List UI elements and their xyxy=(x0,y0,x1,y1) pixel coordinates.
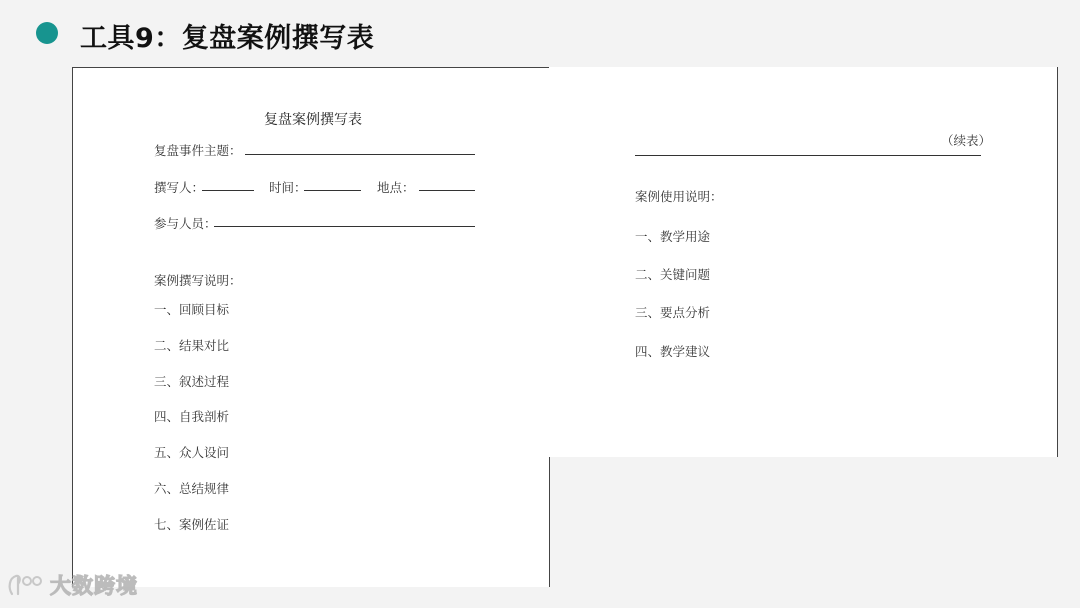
theme-blank-line xyxy=(245,154,475,155)
title-bullet-icon xyxy=(36,22,58,44)
list-item: 四、自我剖析 xyxy=(154,409,230,424)
document-page-right xyxy=(549,67,1058,457)
list-item: 四、教学建议 xyxy=(635,344,711,359)
list-item: 二、关键问题 xyxy=(635,267,711,282)
watermark-logo xyxy=(6,570,138,600)
list-item: 一、教学用途 xyxy=(635,229,711,244)
list-item: 六、总结规律 xyxy=(154,481,230,496)
writer-label: 撰写人： xyxy=(154,180,205,195)
theme-label: 复盘事件主题： xyxy=(154,143,242,158)
usage-heading: 案例使用说明： xyxy=(635,189,723,204)
list-item: 七、案例佐证 xyxy=(154,517,230,532)
brand-logo-icon xyxy=(6,570,46,600)
list-item: 三、叙述过程 xyxy=(154,374,230,389)
watermark-text: 大数跨境 xyxy=(50,574,138,598)
participants-label: 参与人员： xyxy=(154,216,217,231)
instructions-heading: 案例撰写说明： xyxy=(154,273,242,288)
time-blank-line xyxy=(304,190,361,191)
header-rule xyxy=(635,155,981,156)
place-blank-line xyxy=(419,190,475,191)
list-item: 一、回顾目标 xyxy=(154,302,230,317)
place-label: 地点： xyxy=(377,180,415,195)
list-item: 五、众人设问 xyxy=(154,445,230,460)
list-item: 二、结果对比 xyxy=(154,338,230,353)
continued-label: （续表） xyxy=(941,133,992,148)
writer-blank-line xyxy=(202,190,254,191)
list-item: 三、要点分析 xyxy=(635,305,711,320)
participants-blank-line xyxy=(214,226,475,227)
document-title: 复盘案例撰写表 xyxy=(264,112,362,128)
slide-title: 工具9：复盘案例撰写表 xyxy=(80,23,375,54)
time-label: 时间： xyxy=(269,180,307,195)
document-page-left xyxy=(72,67,550,587)
